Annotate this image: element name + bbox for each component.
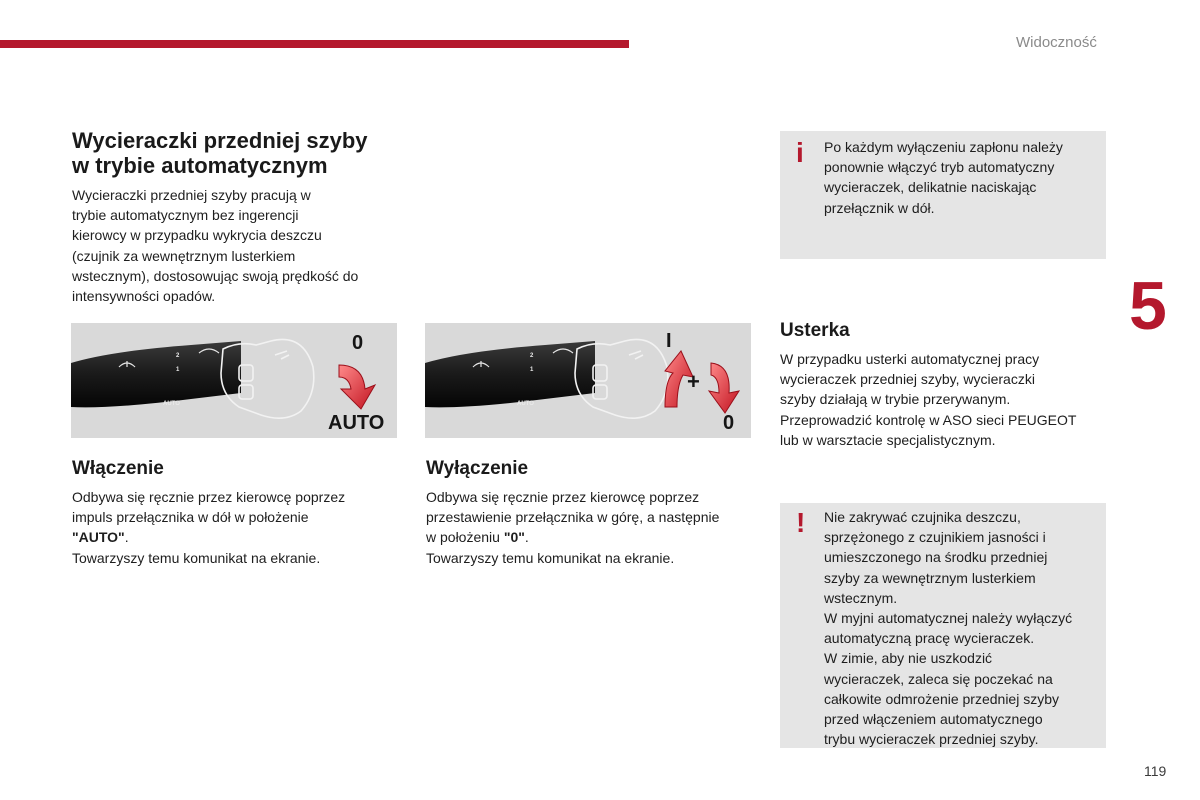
enable-heading: Włączenie [72, 458, 164, 479]
intro-line: Wycieraczki przedniej szyby pracują w [72, 187, 311, 203]
page-number: 119 [1144, 763, 1167, 779]
stalk-mark: AUTO [517, 401, 534, 407]
position-label-off: 0 [723, 412, 735, 434]
warning-line: W zimie, aby nie uszkodzić [824, 650, 993, 667]
intro-line: intensywności opadów. [72, 288, 216, 305]
warning-line: wycieraczek, zaleca się poczekać na [824, 670, 1053, 687]
fault-line: lub w warsztacie specjalistycznym. [780, 431, 996, 448]
figure-wiper-stalk-off [425, 323, 751, 438]
warning-line: przed włączeniem automatycznego [824, 711, 1043, 728]
warning-line: Nie zakrywać czujnika deszczu, [824, 509, 1021, 525]
info-line: ponownie włączyć tryb automatyczny [824, 159, 1055, 176]
disable-position-value: "0" [503, 529, 525, 546]
info-note-text [824, 137, 1099, 218]
disable-line-start: w położeniu [426, 529, 504, 546]
arrow-down-icon [709, 363, 739, 413]
warning-line: trybu wycieraczek przedniej szyby. [824, 731, 1039, 748]
intro-line: wstecznym), dostosowując swoją prędkość do [72, 267, 359, 284]
fault-heading: Usterka [780, 320, 850, 341]
enable-line: Towarzyszy temu komunikat na ekranie. [72, 549, 321, 566]
warning-line: automatyczną pracę wycieraczek. [824, 630, 1035, 647]
enable-line [72, 527, 402, 547]
warning-line: W myjni automatycznej należy wyłączyć [824, 610, 1073, 627]
warning-line: całkowite odmrożenie przedniej szyby [824, 690, 1059, 707]
page-title [72, 128, 412, 178]
intro-line: (czujnik za wewnętrznym lusterkiem [72, 247, 296, 264]
disable-line: przestawienie przełącznika w górę, a następnie [426, 509, 720, 526]
warning-line: umieszczonego na środku przedniej [824, 549, 1048, 566]
enable-line: Odbywa się ręcznie przez kierowcę poprzez [72, 489, 346, 505]
header-accent-bar [0, 40, 629, 48]
warning-line: wstecznym. [824, 589, 898, 606]
enable-paragraph [72, 487, 402, 568]
warning-note [780, 503, 1106, 748]
position-label-off: 0 [352, 332, 364, 354]
fault-line: wycieraczek przedniej szyby, wycieraczki [780, 371, 1035, 388]
info-line: Po każdym wyłączeniu zapłonu należy [824, 139, 1063, 155]
title-line: w trybie automatycznym [72, 153, 328, 178]
fault-line: Przeprowadzić kontrolę w ASO sieci PEUGEOT [780, 411, 1077, 428]
intro-line: kierowcy w przypadku wykrycia deszczu [72, 227, 322, 244]
fault-paragraph [780, 349, 1110, 450]
disable-line: Towarzyszy temu komunikat na ekranie. [426, 549, 675, 566]
disable-line-end: . [524, 529, 529, 546]
intro-line: trybie automatycznym bez ingerencji [72, 207, 299, 224]
enable-position-value: "AUTO" [72, 529, 125, 546]
warning-line: szyby za wewnętrznym lusterkiem [824, 569, 1036, 586]
fault-line: W przypadku usterki automatycznej pracy [780, 351, 1040, 367]
disable-heading: Wyłączenie [426, 458, 529, 479]
stalk-mark: 2 [176, 353, 180, 359]
enable-line-end: . [124, 529, 129, 546]
section-name: Widoczność [1016, 34, 1097, 51]
title-line: Wycieraczki przedniej szyby [72, 128, 368, 153]
enable-line: impuls przełącznika w dół w położenie [72, 509, 309, 526]
warning-note-text [824, 507, 1099, 749]
info-line: przełącznik w dół. [824, 199, 935, 216]
stalk-mark: AUTO [163, 401, 180, 407]
position-label-plus: + [687, 369, 700, 394]
info-icon: i [796, 137, 804, 168]
disable-line: Odbywa się ręcznie przez kierowcę poprzez [426, 489, 700, 505]
disable-line [426, 527, 756, 547]
intro-paragraph [72, 185, 402, 306]
disable-paragraph [426, 487, 756, 568]
stalk-mark: 1 [530, 367, 534, 373]
warning-line: sprzężonego z czujnikiem jasności i [824, 529, 1046, 546]
stalk-mark: 2 [530, 353, 534, 359]
fault-line: szyby działają w trybie przerywanym. [780, 391, 1011, 408]
position-label-single: I [666, 330, 672, 352]
info-note [780, 131, 1106, 259]
warning-icon: ! [796, 507, 806, 538]
arrow-down-icon [339, 365, 375, 409]
chapter-number: 5 [1129, 268, 1167, 344]
stalk-mark: 1 [176, 367, 180, 373]
position-label-auto: AUTO [328, 412, 385, 434]
info-line: wycieraczek, delikatnie naciskając [824, 179, 1037, 196]
figure-wiper-stalk-auto [71, 323, 397, 438]
